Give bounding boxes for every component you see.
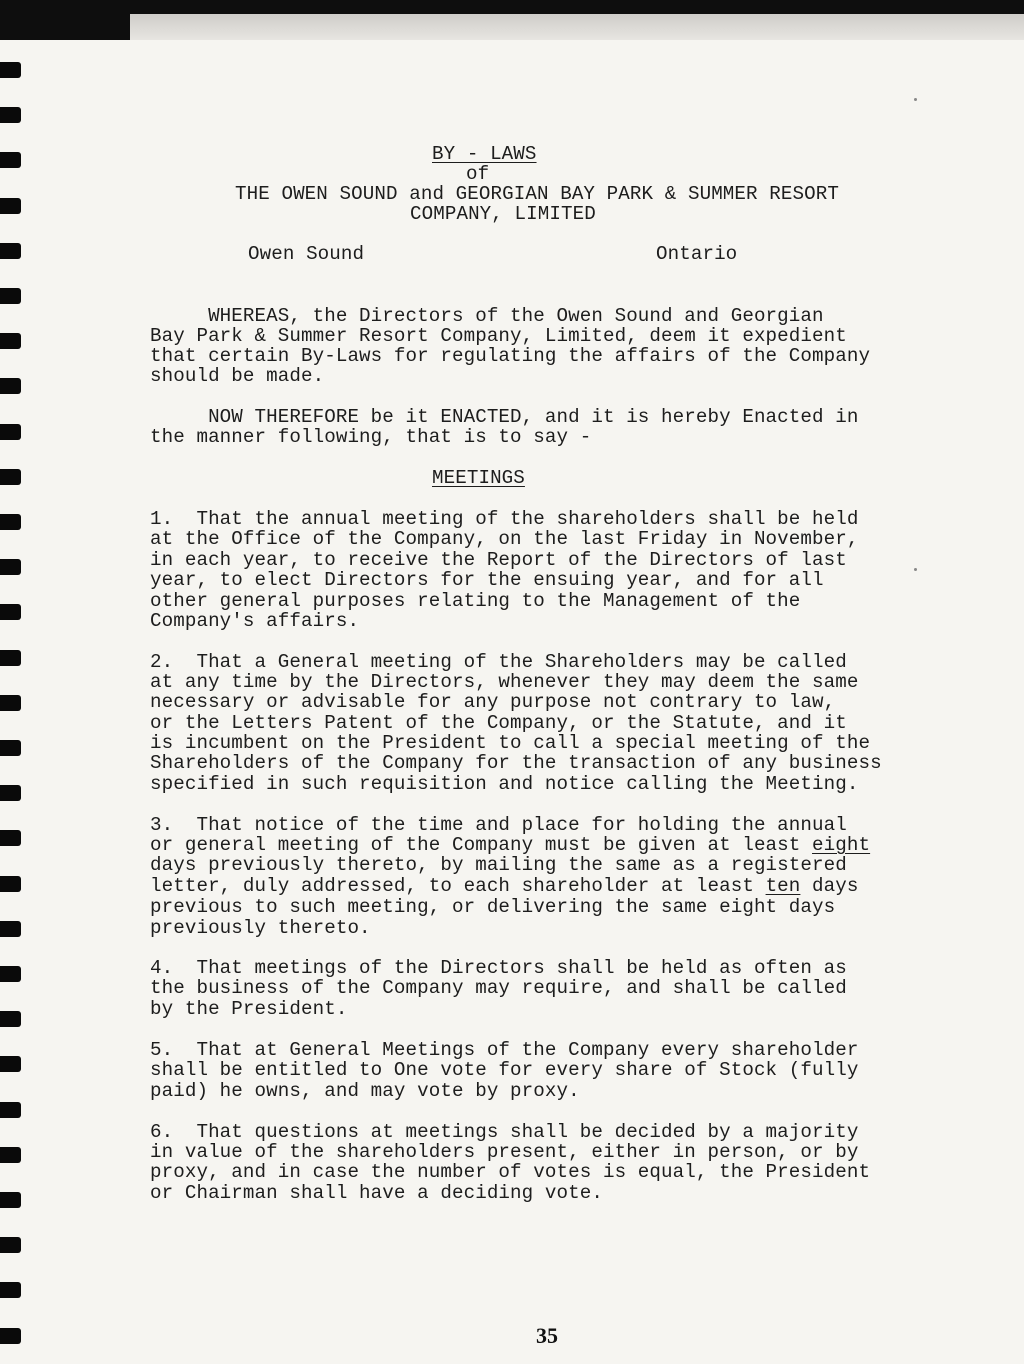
paper-speck: [914, 98, 917, 101]
text-run: days: [800, 875, 859, 897]
binding-hole: [0, 243, 21, 259]
binding-hole: [0, 966, 21, 982]
binding-hole: [0, 1011, 21, 1027]
page-edge-shadow: [130, 14, 1024, 42]
text-line: by the President.: [150, 998, 348, 1020]
company-name-line1: THE OWEN SOUND and GEORGIAN BAY PARK & SUMMER RESORT: [235, 183, 839, 205]
text-line: shall be entitled to One vote for every share of Stock (fully: [150, 1059, 859, 1081]
section-heading-meetings: MEETINGS: [432, 467, 525, 489]
binding-hole: [0, 559, 21, 575]
document-page: [0, 40, 1024, 1364]
binding-hole: [0, 785, 21, 801]
text-line: [150, 876, 858, 896]
place-province: Ontario: [656, 243, 738, 265]
text-line: at the Office of the Company, on the last Friday in November,: [150, 528, 859, 550]
text-line: Shareholders of the Company for the transaction of any business: [150, 752, 882, 774]
binding-hole: [0, 198, 21, 214]
binding-hole: [0, 604, 21, 620]
text-line: at any time by the Directors, whenever they may deem the same: [150, 671, 859, 693]
text-line: specified in such requisition and notice calling the Meeting.: [150, 773, 859, 795]
text-line: in each year, to receive the Report of the Directors of last: [150, 549, 847, 571]
binding-hole: [0, 288, 21, 304]
binding-hole: [0, 514, 21, 530]
binding-hole: [0, 333, 21, 349]
text-line: or the Letters Patent of the Company, or the Statute, and it: [150, 712, 847, 734]
text-line: days previously thereto, by mailing the same as a registered: [150, 854, 847, 876]
binding-hole: [0, 107, 21, 123]
text-line: is incumbent on the President to call a special meeting of the: [150, 732, 871, 754]
scan-background: [0, 0, 130, 42]
text-line: proxy, and in case the number of votes is equal, the President: [150, 1161, 871, 1183]
binding-hole: [0, 1282, 21, 1298]
text-line: 6. That questions at meetings shall be decided by a majority: [150, 1121, 859, 1143]
text-line: the business of the Company may require, and shall be called: [150, 977, 847, 999]
binding-hole: [0, 1147, 21, 1163]
text-run: or general meeting of the Company must be given at least: [150, 834, 813, 856]
text-line: necessary or advisable for any purpose not contrary to law,: [150, 691, 836, 713]
binding-hole: [0, 876, 21, 892]
text-line: 5. That at General Meetings of the Company every shareholder: [150, 1039, 859, 1061]
text-line: [150, 835, 870, 855]
binding-hole: [0, 424, 21, 440]
text-line: the manner following, that is to say -: [150, 426, 592, 448]
binding-hole: [0, 1237, 21, 1253]
text-line: or Chairman shall have a deciding vote.: [150, 1182, 603, 1204]
page-number: 35: [536, 1323, 558, 1348]
text-line: previously thereto.: [150, 917, 371, 939]
text-line: Company's affairs.: [150, 610, 360, 632]
binding-hole: [0, 1102, 21, 1118]
text-line: previous to such meeting, or delivering the same eight days: [150, 896, 836, 918]
binding-hole: [0, 62, 21, 78]
text-line: 4. That meetings of the Directors shall be held as often as: [150, 957, 847, 979]
binding-hole: [0, 830, 21, 846]
binding-hole: [0, 1192, 21, 1208]
text-line: WHEREAS, the Directors of the Owen Sound and Georgian: [150, 305, 824, 327]
text-line: should be made.: [150, 365, 325, 387]
text-line: Bay Park & Summer Resort Company, Limited, deem it expedient: [150, 325, 847, 347]
binding-hole: [0, 1328, 21, 1344]
title-by-laws: BY - LAWS: [432, 143, 537, 165]
underlined-ten: ten: [765, 875, 801, 897]
binding-hole: [0, 740, 21, 756]
title-of: of: [466, 163, 490, 185]
paper-speck: [914, 568, 917, 571]
binding-hole: [0, 469, 21, 485]
text-run: letter, duly addressed, to each shareholder at least: [150, 875, 766, 897]
spiral-binding: [0, 40, 22, 1364]
text-line: 3. That notice of the time and place for holding the annual: [150, 814, 847, 836]
place-city: Owen Sound: [248, 243, 365, 265]
binding-hole: [0, 1056, 21, 1072]
text-line: year, to elect Directors for the ensuing year, and for all: [150, 569, 824, 591]
text-line: paid) he owns, and may vote by proxy.: [150, 1080, 580, 1102]
text-line: 1. That the annual meeting of the shareholders shall be held: [150, 508, 859, 530]
binding-hole: [0, 921, 21, 937]
text-line: that certain By-Laws for regulating the affairs of the Company: [150, 345, 871, 367]
binding-hole: [0, 152, 21, 168]
underlined-eight: eight: [812, 834, 871, 856]
company-name-line2: COMPANY, LIMITED: [410, 203, 596, 225]
binding-hole: [0, 695, 21, 711]
text-line: other general purposes relating to the Management of the: [150, 590, 801, 612]
text-line: NOW THEREFORE be it ENACTED, and it is hereby Enacted in: [150, 406, 859, 428]
binding-hole: [0, 650, 21, 666]
text-line: 2. That a General meeting of the Shareholders may be called: [150, 651, 847, 673]
text-line: in value of the shareholders present, either in person, or by: [150, 1141, 859, 1163]
binding-hole: [0, 378, 21, 394]
